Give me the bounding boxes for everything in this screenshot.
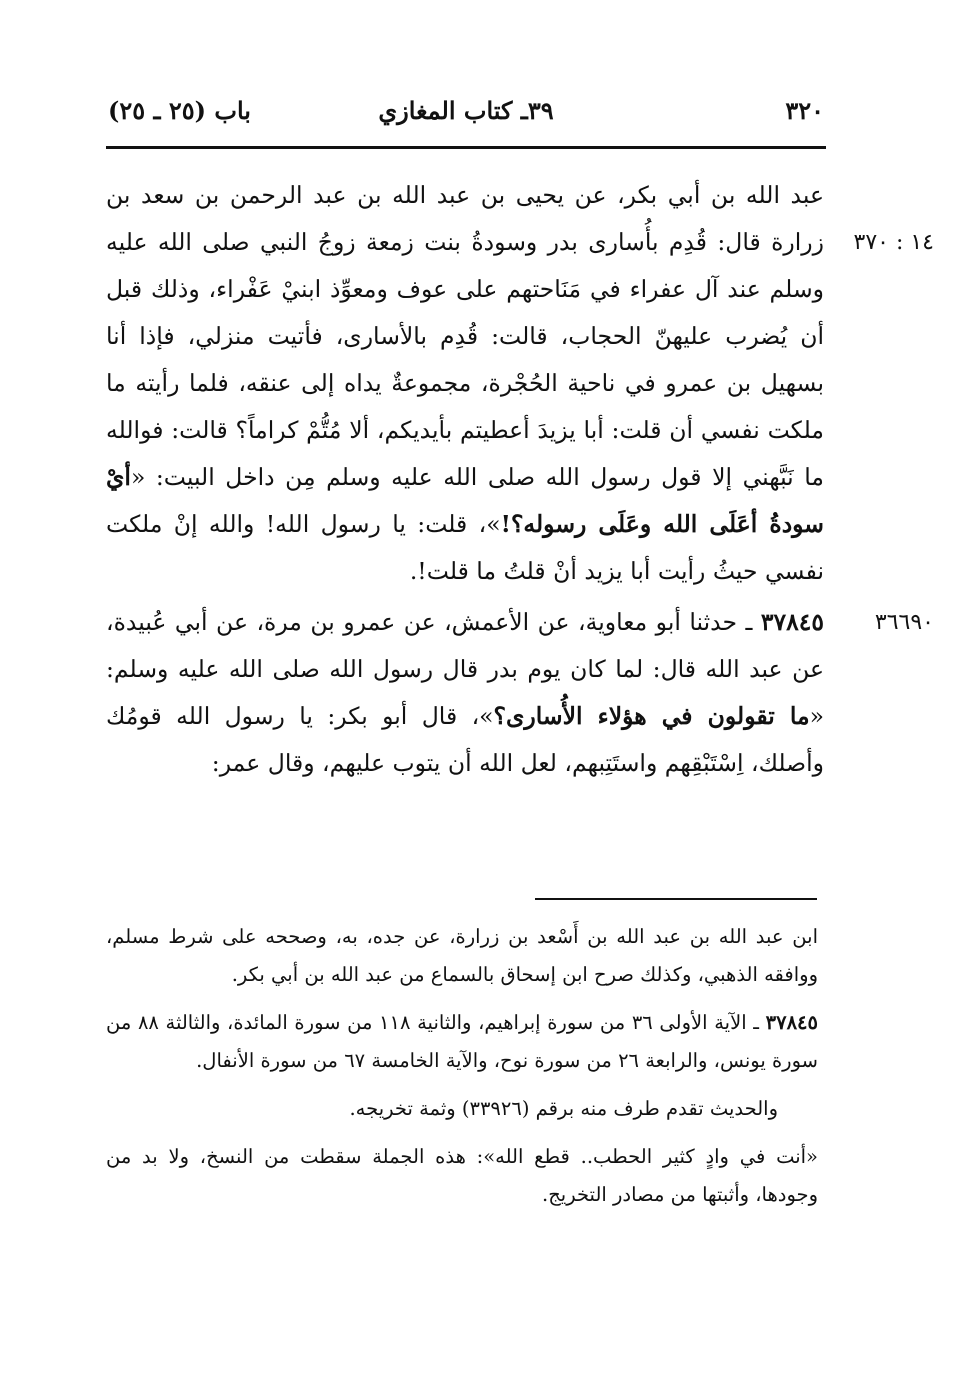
footnote-4: «أنت في وادٍ كثير الحطب.. قطع الله»: هذه الجملة سقطت من النسخ، ولا بد من وجودها، وأثبتها من مصادر التخريج. <box>106 1145 818 1206</box>
header-divider <box>106 146 826 149</box>
footnote-1: ابن عبد الله بن عبد الله بن أَسْعد بن زرارة، عن جده، به، وصححه على شرط مسلم، ووافقه الذهبي، وكذلك صرح ابن إسحاق بالسماع من عبد الله بن أبي بكر. <box>106 925 818 986</box>
paragraph-text-continued: »، قلت: يا رسول الله! والله إنْ ملكت نفسي حيثُ رأيت أبا يزيد أنْ قلتُ ما قلت!. <box>106 510 824 585</box>
main-text <box>106 172 934 787</box>
margin-reference-1: ١٤ : ٣٧٠ <box>853 230 934 255</box>
margin-reference-2: ٣٦٦٩٠ <box>874 610 934 635</box>
page-header <box>108 92 824 132</box>
hadith-paragraph-1 <box>106 172 934 595</box>
hadith-paragraph-2 <box>106 599 934 787</box>
footnote-hadith-number: ٣٧٨٤٥ <box>765 1011 818 1034</box>
hadith-number: ٣٧٨٤٥ <box>760 608 824 636</box>
footnotes <box>106 918 818 1224</box>
chapter-reference: باب (٢٥ ـ ٢٥) <box>108 96 251 125</box>
paragraph-text: ـ حدثنا أبو معاوية، عن الأعمش، عن عمرو بن مرة، عن أبي عُبيدة، عن عبد الله قال: لما كان يوم بدر قال رسول الله صلى الله عليه وسلم: « <box>106 608 825 730</box>
footnote-3: والحديث تقدم طرف منه برقم (٣٣٩٢٦) وثمة تخريجه. <box>349 1097 778 1120</box>
footnote-divider <box>535 898 817 900</box>
paragraph-text: عبد الله بن أبي بكر، عن يحيى بن عبد الله بن عبد الرحمن بن سعد بن زرارة قال: قُدِم بأُسارى بدر وسودةُ بنت زمعة زوجُ النبي صلى الله عليه وسلم عند آل عفراء في مَنَاحتهم على عوف ومعوِّذ ابنيْ عَفْراء، وذلك قبل أن يُضرب عليهنّ الحجاب، قالت: قُدِم بالأسارى، فأتيت منزلي، فإذا أنا بسهيل بن عمرو في ناحية الحُجْرة، مجموعةٌ يداه إلى عنقه، فلما رأيته ما ملكت نفسي أن قلت: أبا يزيدَ أعطيتم بأيديكم، ألا مُتُّمْ كراماً؟ قالت: فوالله ما نَبَّهني إلا قول رسول الله صلى الله عليه وسلم مِن داخل البيت: « <box>106 181 824 491</box>
prophet-quote: أيْ سودةُ أعَلَى الله وعَلَى رسوله؟! <box>106 463 824 538</box>
prophet-quote: ما تقولون في هؤلاء الأُسارى؟ <box>493 702 810 730</box>
book-title: ٣٩ـ كتاب المغازي <box>378 96 554 125</box>
footnote-2-text: ـ الآية الأولى ٣٦ من سورة إبراهيم، والثانية ١١٨ من سورة المائدة، والثالثة ٨٨ من سورة يونس، والرابعة ٢٦ من سورة نوح، والآية الخامسة ٦٧ من سورة الأنفال. <box>106 1011 818 1072</box>
footnote-2 <box>106 1004 818 1080</box>
paragraph-text-continued: »، قال أبو بكر: يا رسول الله قومُك وأصلك، اِسْتَبْقِهم واستَتِبهم، لعل الله أن يتوب عليهم، وقال عمر: <box>106 702 824 777</box>
page-number: ٣٢٠ <box>785 96 824 125</box>
